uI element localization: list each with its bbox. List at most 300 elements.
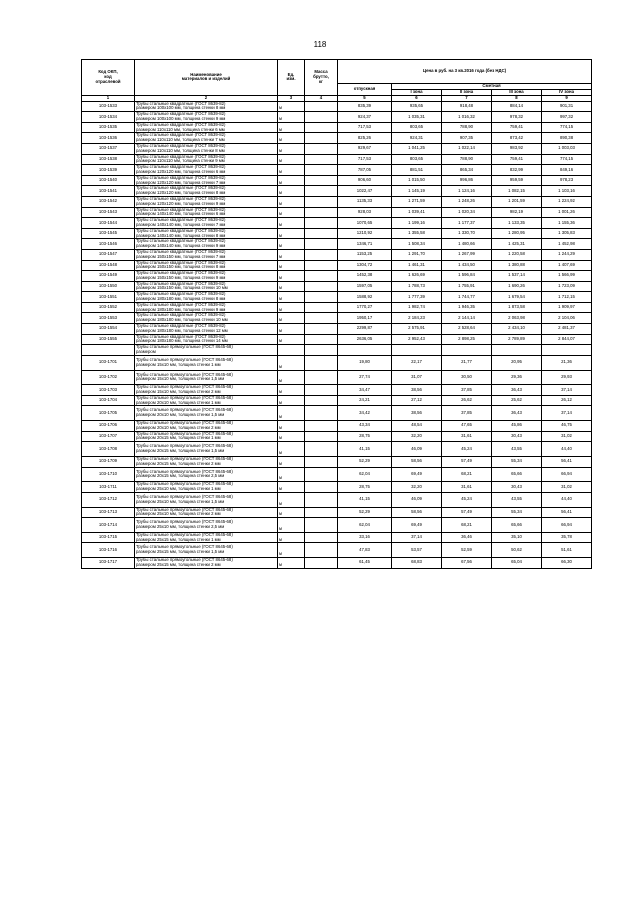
cell-mass — [305, 302, 338, 313]
cell-zone-2: 52,59 — [442, 543, 492, 558]
col-number: 2 — [135, 95, 278, 101]
cell-zone-4: 1 155,36 — [542, 218, 592, 229]
cell-zone-4: 997,32 — [542, 112, 592, 123]
cell-name-line: Трубы стальные квадратные (ГОСТ 8639-82) — [136, 291, 226, 297]
cell-zone-2: 1 596,84 — [442, 271, 492, 282]
table-row — [82, 281, 592, 292]
header-code: Код ОКП, код отраслевой — [82, 60, 135, 96]
cell-zone-2: 1 248,26 — [442, 196, 492, 207]
cell-code: 103-1706 — [82, 421, 135, 432]
cell-zone-4: 66,30 — [542, 558, 592, 569]
cell-zone-3: 65,66 — [492, 518, 542, 533]
cell-unit: м — [278, 143, 305, 154]
cell-name-line: размером 20х10 мм, толщина стенки 2 мм — [136, 424, 221, 430]
cell-name — [135, 456, 278, 467]
cell-zone-2: 68,21 — [442, 518, 492, 533]
cell-unit: м — [278, 154, 305, 165]
col-number: 1 — [82, 95, 135, 101]
cell-name-line: размером 100х100 мм, толщина стенки 9 мм — [136, 115, 226, 121]
cell-name-line: размером 25х15 мм, толщина стенки 1,5 мм — [136, 549, 225, 555]
cell-name-line: размером — [136, 349, 156, 355]
col-number: 4 — [305, 95, 338, 101]
cell-release-price: 1950,17 — [338, 313, 392, 324]
cell-unit: м — [278, 122, 305, 133]
cell-name-line: размером 140х140 мм, толщина стенки 7 мм — [136, 221, 226, 227]
cell-unit: м — [278, 518, 305, 533]
cell-zone-4: 978,23 — [542, 175, 592, 186]
cell-unit: м — [278, 165, 305, 176]
cell-code: 103-1543 — [82, 207, 135, 218]
cell-zone-1: 69,49 — [392, 467, 442, 482]
cell-name-line: Трубы стальные прямоугольные (ГОСТ 8645-68) — [136, 468, 233, 474]
header-zone-2: II зона — [442, 89, 492, 95]
cell-name — [135, 395, 278, 406]
table-row — [82, 370, 592, 385]
cell-name — [135, 492, 278, 507]
cell-name-line: размером 180х180 мм, толщина стенки 14 мм — [136, 338, 228, 344]
cell-zone-3: 55,34 — [492, 507, 542, 518]
cell-mass — [305, 406, 338, 421]
cell-unit: м — [278, 355, 305, 370]
cell-name — [135, 101, 278, 112]
cell-zone-3: 1 679,54 — [492, 292, 542, 303]
cell-zone-4: 1 305,83 — [542, 228, 592, 239]
cell-zone-4: 56,41 — [542, 507, 592, 518]
cell-zone-1: 924,31 — [392, 133, 442, 144]
cell-zone-2: 996,86 — [442, 175, 492, 186]
table-row — [82, 345, 592, 356]
cell-name — [135, 133, 278, 144]
cell-name — [135, 406, 278, 421]
cell-zone-3: 832,99 — [492, 165, 542, 176]
cell-zone-3: 29,36 — [492, 370, 542, 385]
cell-zone-1: 37,14 — [392, 532, 442, 543]
cell-release-price: 62,04 — [338, 518, 392, 533]
cell-mass — [305, 281, 338, 292]
cell-unit: м — [278, 442, 305, 457]
cell-mass — [305, 249, 338, 260]
cell-zone-1: 1 041,25 — [392, 143, 442, 154]
cell-name-line: Трубы стальные квадратные (ГОСТ 8639-82) — [136, 111, 226, 117]
cell-zone-2: 1 755,91 — [442, 281, 492, 292]
cell-code: 103-1554 — [82, 324, 135, 335]
header-zone-4: IV зона — [542, 89, 592, 95]
cell-unit: м — [278, 406, 305, 421]
cell-name-line: Трубы стальные прямоугольные (ГОСТ 8645-68) — [136, 493, 233, 499]
cell-zone-3: 50,62 — [492, 543, 542, 558]
cell-unit: м — [278, 228, 305, 239]
cell-zone-2: 1 267,99 — [442, 249, 492, 260]
cell-unit: м — [278, 101, 305, 112]
cell-zone-2: 1 022,14 — [442, 143, 492, 154]
cell-zone-2: 2 898,25 — [442, 334, 492, 345]
cell-code: 103-1708 — [82, 442, 135, 457]
cell-unit: м — [278, 507, 305, 518]
cell-unit: м — [278, 324, 305, 335]
cell-name-line: Трубы стальные прямоугольные (ГОСТ 8645-68) — [136, 431, 233, 436]
cell-unit: м — [278, 249, 305, 260]
cell-zone-2: 26,62 — [442, 395, 492, 406]
table-row — [82, 543, 592, 558]
cell-name-line: размером 150х150 мм, толщина стенки 8 мм — [136, 264, 226, 270]
cell-name — [135, 334, 278, 345]
cell-zone-3 — [492, 345, 542, 356]
cell-name-line: Трубы стальные квадратные (ГОСТ 8639-82) — [136, 312, 226, 318]
cell-release-price: 1022,47 — [338, 186, 392, 197]
cell-code: 103-1534 — [82, 112, 135, 123]
cell-zone-2: 1 480,66 — [442, 239, 492, 250]
cell-mass — [305, 532, 338, 543]
cell-name-line: размером 25х15 мм, толщина стенки 1 мм — [136, 536, 221, 542]
cell-zone-1: 1 626,69 — [392, 271, 442, 282]
cell-name-line: размером 15х10 мм, толщина стенки 1 мм — [136, 361, 221, 367]
table-row — [82, 431, 592, 442]
cell-name — [135, 558, 278, 569]
cell-name-line: Трубы стальные квадратные (ГОСТ 8639-82) — [136, 323, 226, 329]
cell-zone-3: 1 082,15 — [492, 186, 542, 197]
cell-unit: м — [278, 112, 305, 123]
cell-zone-3: 978,32 — [492, 112, 542, 123]
cell-zone-4: 1 244,29 — [542, 249, 592, 260]
cell-zone-3: 873,42 — [492, 133, 542, 144]
cell-name-line: размером 150х150 мм, толщина стенки 9 мм — [136, 274, 226, 280]
cell-name-line: размером 25х10 мм, толщина стенки 2,5 мм — [136, 523, 225, 529]
cell-name-line: размером 180х180 мм, толщина стенки 12 мм — [136, 327, 228, 333]
cell-name — [135, 112, 278, 123]
cell-zone-4: 1 909,97 — [542, 302, 592, 313]
cell-release-price: 1597,05 — [338, 281, 392, 292]
cell-zone-1: 58,56 — [392, 456, 442, 467]
cell-name — [135, 385, 278, 396]
cell-name-line: размером 20х15 мм, толщина стенки 2 мм — [136, 460, 221, 466]
table-row — [82, 302, 592, 313]
cell-zone-3: 65,66 — [492, 467, 542, 482]
cell-zone-4: 31,02 — [542, 431, 592, 442]
cell-zone-4: 44,40 — [542, 492, 592, 507]
cell-code: 103-1715 — [82, 532, 135, 543]
cell-code: 103-1553 — [82, 313, 135, 324]
table-row — [82, 518, 592, 533]
cell-code: 103-1535 — [82, 122, 135, 133]
cell-name — [135, 518, 278, 533]
cell-zone-2: 30,50 — [442, 370, 492, 385]
cell-name — [135, 154, 278, 165]
cell-zone-4: 29,93 — [542, 370, 592, 385]
cell-name-line: Трубы стальные прямоугольные (ГОСТ 8645-68) — [136, 420, 233, 426]
cell-zone-1: 1 777,39 — [392, 292, 442, 303]
cell-name-line: Трубы стальные квадратные (ГОСТ 8639-82) — [136, 154, 226, 159]
cell-code: 103-1547 — [82, 249, 135, 260]
cell-unit: м — [278, 370, 305, 385]
cell-name — [135, 370, 278, 385]
cell-zone-2: 2 528,64 — [442, 324, 492, 335]
cell-name-line: размером 110х110 мм, толщина стенки 6 мм — [136, 126, 225, 132]
cell-code: 103-1714 — [82, 518, 135, 533]
cell-zone-1: 31,07 — [392, 370, 442, 385]
cell-name-line: Трубы стальные квадратные (ГОСТ 8639-82) — [136, 334, 226, 339]
cell-zone-4: 26,12 — [542, 395, 592, 406]
cell-code: 103-1546 — [82, 239, 135, 250]
table-row — [82, 186, 592, 197]
cell-name-line: размером 100х100 мм, толщина стенки 8 мм — [136, 105, 226, 111]
cell-zone-4: 66,94 — [542, 467, 592, 482]
cell-zone-2: 45,24 — [442, 442, 492, 457]
cell-code: 103-1713 — [82, 507, 135, 518]
cell-name-line: размером 20х15 мм, толщина стенки 2,5 мм — [136, 473, 225, 479]
cell-zone-1: 38,56 — [392, 406, 442, 421]
cell-release-price: 1070,65 — [338, 218, 392, 229]
cell-name-line: Трубы стальные прямоугольные (ГОСТ 8645-68) — [136, 407, 233, 413]
cell-release-price: 28,75 — [338, 431, 392, 442]
cell-release-price: 62,04 — [338, 467, 392, 482]
cell-zone-3: 43,55 — [492, 442, 542, 457]
cell-unit: м — [278, 395, 305, 406]
cell-zone-4: 1 003,03 — [542, 143, 592, 154]
cell-name — [135, 313, 278, 324]
cell-code: 103-1540 — [82, 175, 135, 186]
cell-name — [135, 207, 278, 218]
cell-code: 103-1709 — [82, 456, 135, 467]
table-row — [82, 532, 592, 543]
cell-zone-3: 30,43 — [492, 482, 542, 493]
cell-zone-1: 46,09 — [392, 442, 442, 457]
col-number: 9 — [542, 95, 592, 101]
cell-zone-1: 27,12 — [392, 395, 442, 406]
cell-zone-4: 37,14 — [542, 406, 592, 421]
cell-mass — [305, 112, 338, 123]
cell-code: 103-1702 — [82, 370, 135, 385]
cell-zone-4: 2 481,37 — [542, 324, 592, 335]
cell-name — [135, 421, 278, 432]
cell-name-line: размером 140х140 мм, толщина стенки 8 мм — [136, 232, 226, 238]
cell-zone-1: 2 184,23 — [392, 313, 442, 324]
cell-name-line: Трубы стальные прямоугольные (ГОСТ 8645-68) — [136, 557, 233, 563]
cell-mass — [305, 518, 338, 533]
cell-zone-4: 1 001,26 — [542, 207, 592, 218]
cell-zone-2: 1 177,37 — [442, 218, 492, 229]
cell-mass — [305, 385, 338, 396]
cell-zone-1: 1 788,73 — [392, 281, 442, 292]
cell-release-price: 43,34 — [338, 421, 392, 432]
cell-zone-3: 1 201,59 — [492, 196, 542, 207]
cell-release-price: 2636,05 — [338, 334, 392, 345]
cell-zone-1: 1 291,70 — [392, 249, 442, 260]
cell-name-line: Трубы стальные квадратные (ГОСТ 8639-82) — [136, 122, 226, 127]
cell-zone-1: 58,56 — [392, 507, 442, 518]
cell-mass — [305, 431, 338, 442]
cell-code: 103-1533 — [82, 101, 135, 112]
col-number: 5 — [338, 95, 392, 101]
cell-zone-1: 1 199,16 — [392, 218, 442, 229]
cell-release-price: 28,75 — [338, 482, 392, 493]
cell-zone-2: 31,61 — [442, 482, 492, 493]
cell-name-line: Трубы стальные квадратные (ГОСТ 8639-82) — [136, 228, 226, 233]
table-row — [82, 207, 592, 218]
cell-name-line: размером 120х120 мм, толщина стенки 8 мм — [136, 190, 226, 196]
cell-zone-1 — [392, 345, 442, 356]
cell-name-line: Трубы стальные прямоугольные (ГОСТ 8645-68) — [136, 356, 233, 362]
cell-zone-3: 2 063,98 — [492, 313, 542, 324]
cell-zone-4: 56,41 — [542, 456, 592, 467]
table-row — [82, 271, 592, 282]
table-row — [82, 492, 592, 507]
cell-zone-2: 37,85 — [442, 406, 492, 421]
cell-zone-3: 1 280,95 — [492, 228, 542, 239]
cell-name-line: Трубы стальные квадратные (ГОСТ 8639-82) — [136, 164, 226, 170]
table-row — [82, 175, 592, 186]
page-number: 118 — [313, 40, 327, 49]
table-row — [82, 101, 592, 112]
cell-zone-1: 1 039,41 — [392, 207, 442, 218]
cell-name — [135, 165, 278, 176]
cell-unit: м — [278, 175, 305, 186]
table-row — [82, 143, 592, 154]
cell-release-price — [338, 345, 392, 356]
table-row — [82, 482, 592, 493]
cell-release-price: 1452,38 — [338, 271, 392, 282]
cell-zone-3: 45,86 — [492, 421, 542, 432]
cell-zone-2: 21,77 — [442, 355, 492, 370]
cell-zone-3: 1 690,26 — [492, 281, 542, 292]
cell-code: 103-1701 — [82, 355, 135, 370]
cell-unit: м — [278, 421, 305, 432]
cell-code: 103-1537 — [82, 143, 135, 154]
table-row — [82, 395, 592, 406]
cell-zone-1: 48,54 — [392, 421, 442, 432]
cell-release-price: 34,47 — [338, 385, 392, 396]
cell-name-line: Трубы стальные прямоугольные (ГОСТ 8645-68) — [136, 456, 233, 461]
table-row — [82, 292, 592, 303]
cell-unit: м — [278, 292, 305, 303]
cell-release-price: 2299,87 — [338, 324, 392, 335]
cell-zone-3: 1 537,14 — [492, 271, 542, 282]
cell-zone-2: 1 020,34 — [442, 207, 492, 218]
cell-name-line: Трубы стальные прямоугольные (ГОСТ 8645-68) — [136, 344, 233, 350]
cell-mass — [305, 133, 338, 144]
cell-zone-4: 46,75 — [542, 421, 592, 432]
cell-code: 103-1712 — [82, 492, 135, 507]
table-row — [82, 334, 592, 345]
cell-zone-3: 36,43 — [492, 406, 542, 421]
cell-mass — [305, 143, 338, 154]
cell-mass — [305, 507, 338, 518]
cell-unit: м — [278, 133, 305, 144]
table-row — [82, 260, 592, 271]
cell-zone-3: 1 873,58 — [492, 302, 542, 313]
cell-name — [135, 122, 278, 133]
cell-name-line: размером 140х140 мм, толщина стенки 6 мм — [136, 211, 226, 217]
cell-zone-2: 1 330,70 — [442, 228, 492, 239]
cell-zone-1: 1 015,50 — [392, 175, 442, 186]
table-row — [82, 355, 592, 370]
cell-name-line: Трубы стальные прямоугольные (ГОСТ 8645-68) — [136, 371, 233, 377]
table-row — [82, 122, 592, 133]
cell-code: 103-1716 — [82, 543, 135, 558]
cell-name — [135, 218, 278, 229]
cell-zone-4: 2 844,07 — [542, 334, 592, 345]
col-number: 6 — [392, 95, 442, 101]
table-row — [82, 249, 592, 260]
cell-release-price: 24,21 — [338, 395, 392, 406]
cell-release-price: 1588,92 — [338, 292, 392, 303]
cell-zone-2: 788,90 — [442, 122, 492, 133]
cell-zone-2: 788,90 — [442, 154, 492, 165]
cell-name-line: размером 110х110 мм, толщина стенки 8 мм — [136, 147, 225, 153]
cell-zone-3: 982,19 — [492, 207, 542, 218]
cell-unit: м — [278, 482, 305, 493]
cell-release-price: 1135,33 — [338, 196, 392, 207]
cell-name — [135, 324, 278, 335]
table-row — [82, 558, 592, 569]
cell-code: 103-1541 — [82, 186, 135, 197]
cell-zone-1: 935,65 — [392, 101, 442, 112]
cell-mass — [305, 355, 338, 370]
header-price-title: Цена в руб. на 3 кв.2016 года (без НДС) — [338, 60, 592, 84]
cell-zone-3: 1 425,31 — [492, 239, 542, 250]
cell-unit: м — [278, 239, 305, 250]
cell-zone-1: 1 461,31 — [392, 260, 442, 271]
cell-release-price: 924,37 — [338, 112, 392, 123]
cell-code: 103-1545 — [82, 228, 135, 239]
cell-zone-3: 959,59 — [492, 175, 542, 186]
cell-name-line: Трубы стальные квадратные (ГОСТ 8639-82) — [136, 249, 226, 254]
cell-zone-4: 1 723,09 — [542, 281, 592, 292]
cell-name-line: Трубы стальные квадратные (ГОСТ 8639-82) — [136, 196, 226, 201]
cell-name-line: Трубы стальные прямоугольные (ГОСТ 8645-68) — [136, 395, 233, 400]
cell-unit: м — [278, 558, 305, 569]
cell-zone-3: 30,43 — [492, 431, 542, 442]
col-number: 8 — [492, 95, 542, 101]
cell-zone-4: 774,15 — [542, 122, 592, 133]
cell-zone-3: 20,95 — [492, 355, 542, 370]
table-body — [82, 101, 592, 568]
cell-zone-3: 2 789,89 — [492, 334, 542, 345]
cell-zone-1: 881,51 — [392, 165, 442, 176]
cell-name-line: размером 20х10 мм, толщина стенки 1,5 мм — [136, 412, 225, 418]
header-estimate-price: Сметная — [392, 84, 592, 90]
cell-unit: м — [278, 196, 305, 207]
cell-mass — [305, 186, 338, 197]
cell-code: 103-1555 — [82, 334, 135, 345]
header-release-price: отпускная — [338, 84, 392, 96]
cell-name-line: Трубы стальные прямоугольные (ГОСТ 8645-68) — [136, 532, 233, 537]
cell-name-line: Трубы стальные квадратные (ГОСТ 8639-82) — [136, 101, 226, 106]
cell-release-price: 47,83 — [338, 543, 392, 558]
cell-zone-3: 983,92 — [492, 143, 542, 154]
cell-name — [135, 175, 278, 186]
cell-release-price: 19,80 — [338, 355, 392, 370]
cell-zone-1: 1 271,59 — [392, 196, 442, 207]
cell-name-line: Трубы стальные прямоугольные (ГОСТ 8645-68) — [136, 544, 233, 550]
cell-zone-4: 901,31 — [542, 101, 592, 112]
table-row — [82, 385, 592, 396]
cell-zone-3: 36,43 — [492, 385, 542, 396]
cell-name-line: Трубы стальные квадратные (ГОСТ 8639-82) — [136, 132, 226, 138]
cell-name-line: размером 120х120 мм, толщина стенки 6 мм — [136, 168, 226, 174]
cell-zone-3: 55,34 — [492, 456, 542, 467]
cell-mass — [305, 456, 338, 467]
cell-zone-2: 31,61 — [442, 431, 492, 442]
cell-zone-4: 1 712,15 — [542, 292, 592, 303]
cell-name-line: размером 20х10 мм, толщина стенки 1 мм — [136, 399, 221, 405]
table-row — [82, 406, 592, 421]
cell-code: 103-1710 — [82, 467, 135, 482]
cell-mass — [305, 122, 338, 133]
cell-zone-2: 36,46 — [442, 532, 492, 543]
cell-release-price: 928,03 — [338, 207, 392, 218]
header-unit: Ед. изм. — [278, 60, 305, 96]
cell-zone-4: 35,78 — [542, 532, 592, 543]
